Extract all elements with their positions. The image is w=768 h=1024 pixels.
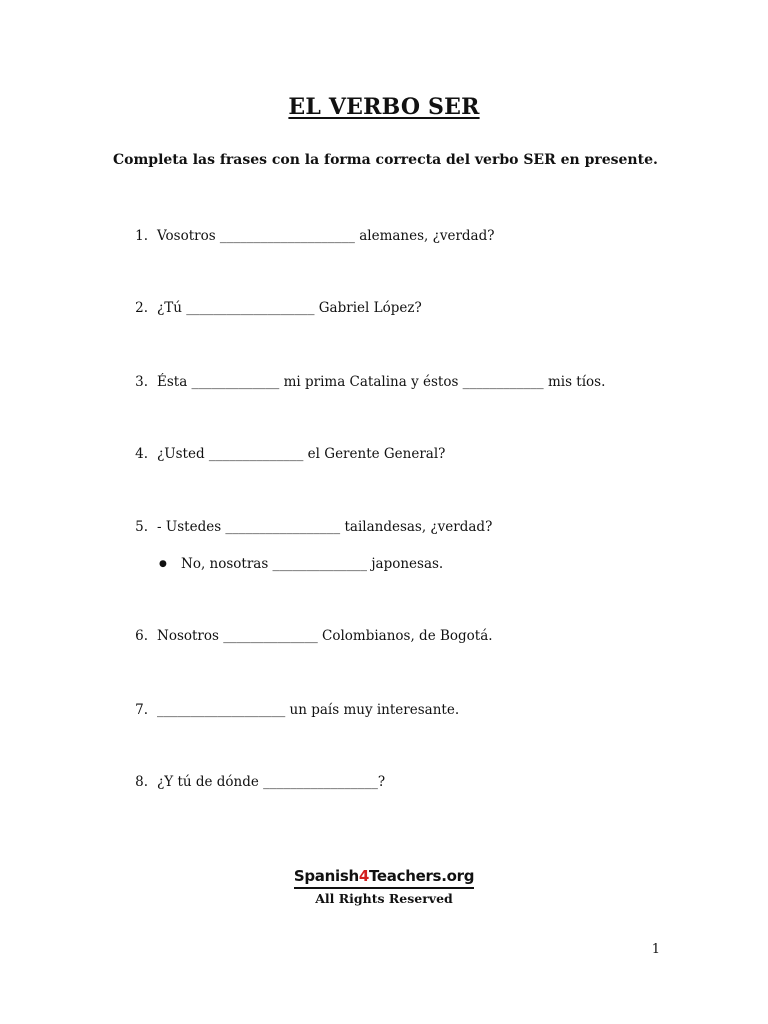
question-number: 3. <box>135 374 148 390</box>
rights-reserved-text: All Rights Reserved <box>315 891 453 906</box>
bullet-icon: ● <box>159 559 167 569</box>
instructions-text: Completa las frases con la forma correcta del verbo SER en presente. <box>113 152 658 168</box>
question-text: ¿Tú ___________________ Gabriel López? <box>157 300 422 316</box>
question-number: 7. <box>135 702 148 718</box>
logo-text-spanish: Spanish <box>293 867 359 885</box>
question-text: Vosotros ____________________ alemanes, ¿verdad? <box>157 228 495 244</box>
question-5 <box>0 515 768 539</box>
logo-wordmark <box>294 866 474 889</box>
subitem-text: No, nosotras ______________ japonesas. <box>181 556 444 572</box>
question-text: ___________________ un país muy interesante. <box>157 702 460 718</box>
logo-text-teachers: Teachers.org <box>368 867 475 885</box>
question-5-subitem <box>0 552 768 576</box>
question-text: ¿Usted ______________ el Gerente General? <box>157 446 446 462</box>
site-logo <box>0 866 768 889</box>
question-text: Nosotros ______________ Colombianos, de Bogotá. <box>157 628 493 644</box>
page-number: 1 <box>651 942 660 957</box>
question-7 <box>0 698 768 722</box>
question-1 <box>0 224 768 248</box>
question-text: ¿Y tú de dónde _________________? <box>157 774 386 790</box>
question-3 <box>0 370 768 394</box>
question-8 <box>0 770 768 794</box>
question-number: 8. <box>135 774 148 790</box>
question-number: 5. <box>135 519 148 535</box>
question-4 <box>0 442 768 466</box>
question-text: Ésta _____________ mi prima Catalina y éstos ____________ mis tíos. <box>157 374 606 390</box>
page-title: EL VERBO SER <box>288 94 480 120</box>
question-6 <box>0 624 768 648</box>
question-text: - Ustedes _________________ tailandesas, ¿verdad? <box>157 519 493 535</box>
question-2 <box>0 296 768 320</box>
question-number: 1. <box>135 228 148 244</box>
question-number: 2. <box>135 300 148 316</box>
question-number: 6. <box>135 628 148 644</box>
logo-text-4: 4 <box>358 867 369 885</box>
question-number: 4. <box>135 446 148 462</box>
